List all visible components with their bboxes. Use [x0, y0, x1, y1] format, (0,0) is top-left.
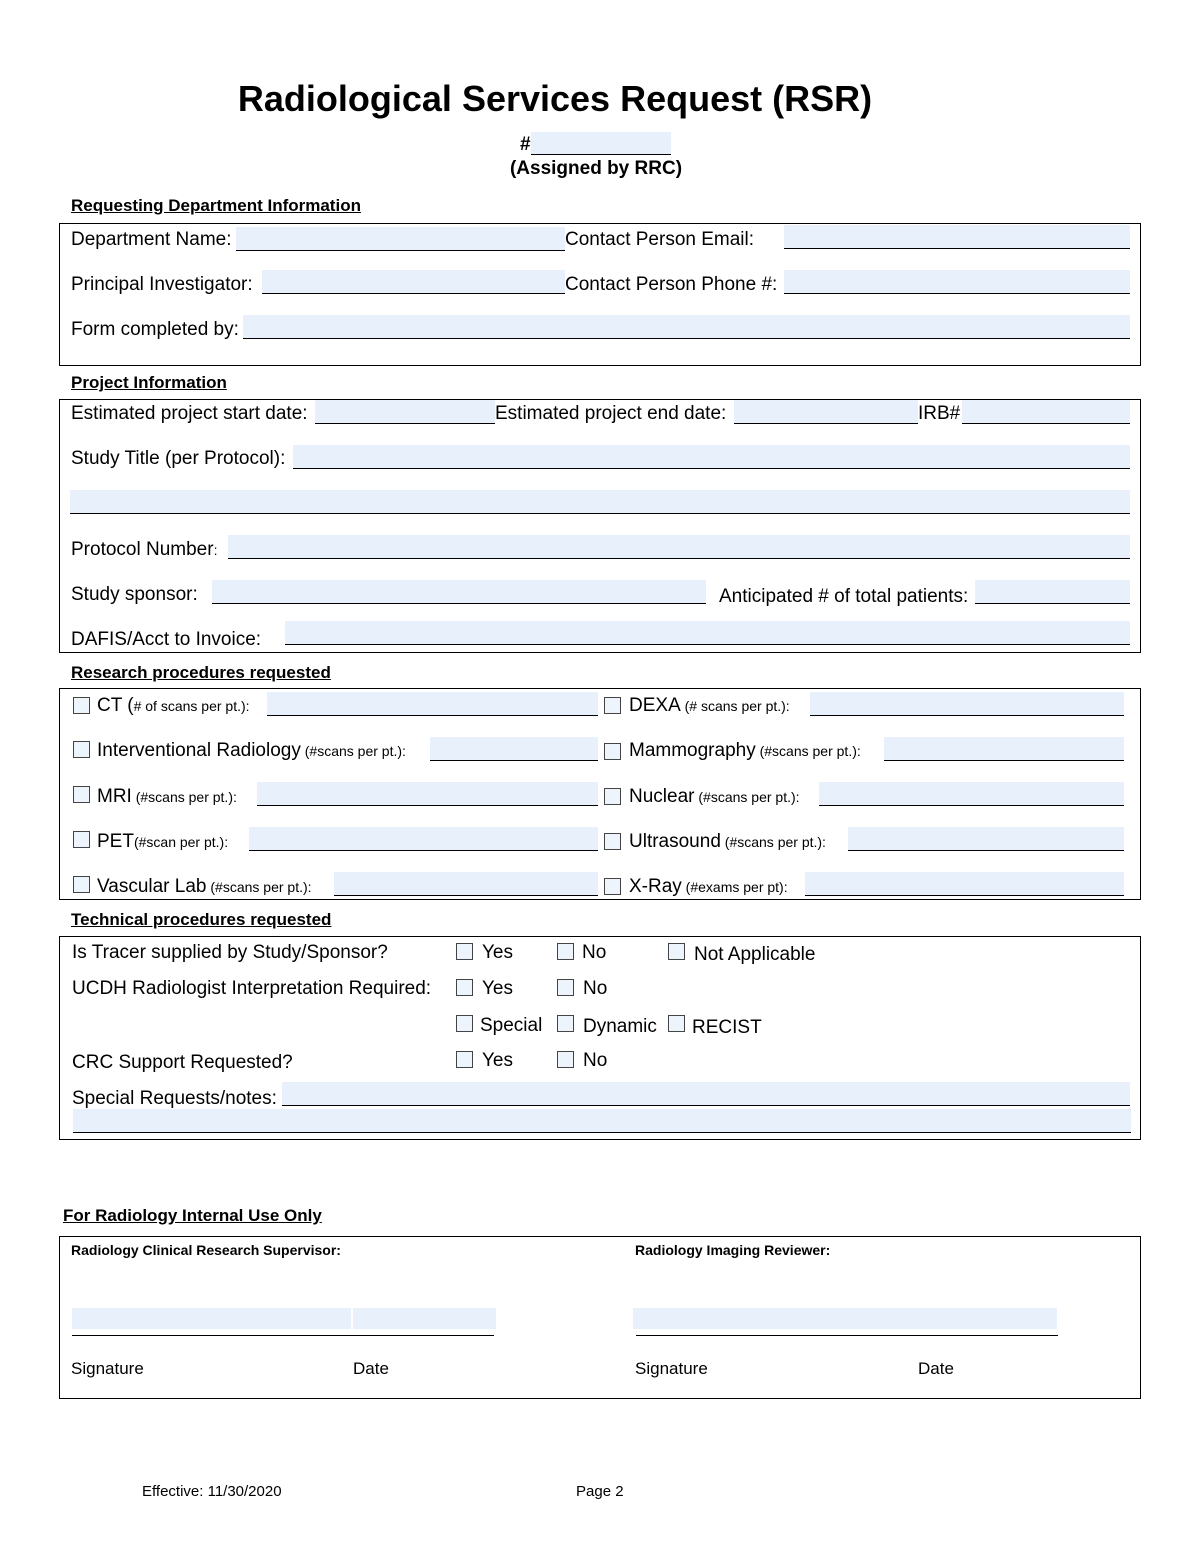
ultrasound-checkbox[interactable] [604, 833, 621, 850]
start-date-label: Estimated project start date: [71, 403, 308, 424]
protocol-number-colon: : [213, 542, 218, 558]
crc-no-checkbox[interactable] [557, 1051, 574, 1068]
reviewer-signature-caption: Signature [635, 1359, 708, 1378]
reviewer-label: Radiology Imaging Reviewer: [635, 1242, 831, 1258]
interpretation-question: UCDH Radiologist Interpretation Required: [72, 978, 432, 999]
rsr-number-prefix: # [520, 134, 531, 155]
nuclear-label [629, 786, 800, 808]
pet-field[interactable] [249, 827, 598, 851]
footer-effective: Effective: 11/30/2020 [142, 1483, 282, 1500]
interventional-radiology-name: Interventional Radiology [97, 740, 301, 761]
dynamic-checkbox[interactable] [557, 1015, 574, 1032]
x-ray-checkbox[interactable] [604, 878, 621, 895]
interventional-radiology-label [97, 740, 406, 762]
dexa-checkbox[interactable] [604, 697, 621, 714]
special-label: Special [480, 1015, 543, 1036]
nuclear-field[interactable] [819, 782, 1124, 806]
pet-name: PET [97, 831, 134, 852]
start-date-field[interactable] [315, 400, 495, 424]
mammography-label [629, 740, 861, 762]
supervisor-signature-field[interactable] [72, 1308, 351, 1329]
special-checkbox[interactable] [456, 1015, 473, 1032]
dynamic-label: Dynamic [583, 1016, 657, 1037]
tracer-no-checkbox[interactable] [557, 943, 574, 960]
pet-label [97, 831, 228, 853]
assigned-note: (Assigned by RRC) [509, 158, 683, 179]
tracer-na-label: Not Applicable [694, 944, 816, 965]
total-patients-field[interactable] [975, 580, 1130, 604]
tracer-na-checkbox[interactable] [668, 943, 685, 960]
supervisor-signature-caption: Signature [71, 1359, 144, 1378]
dexa-field[interactable] [810, 692, 1124, 716]
study-title-field-line2[interactable] [70, 490, 1130, 514]
project-box [59, 399, 1141, 653]
interventional-radiology-checkbox[interactable] [73, 741, 90, 758]
x-ray-label [629, 876, 788, 898]
nuclear-name: Nuclear [629, 786, 695, 807]
dafis-field[interactable] [285, 621, 1130, 645]
contact-email-label: Contact Person Email: [565, 229, 755, 250]
contact-phone-label: Contact Person Phone #: [565, 274, 778, 295]
mammography-field[interactable] [884, 737, 1124, 761]
mri-name: MRI [97, 786, 132, 807]
ct-field[interactable] [267, 692, 598, 716]
rsr-number-field[interactable] [531, 132, 671, 155]
project-heading: Project Information [71, 373, 227, 392]
tracer-yes-label: Yes [482, 942, 513, 963]
recist-label: RECIST [692, 1017, 762, 1038]
supervisor-date-field[interactable] [353, 1308, 496, 1329]
ultrasound-note: (#scans per pt.): [720, 834, 826, 850]
department-name-label: Department Name: [71, 229, 232, 250]
contact-phone-field[interactable] [784, 270, 1130, 294]
study-title-label: Study Title (per Protocol): [71, 448, 286, 469]
ultrasound-name: Ultrasound [629, 831, 721, 852]
sponsor-label: Study sponsor: [71, 584, 198, 605]
protocol-number-label [71, 539, 217, 561]
reviewer-signature-line [636, 1334, 1058, 1336]
supervisor-label: Radiology Clinical Research Supervisor: [71, 1242, 341, 1258]
protocol-number-text: Protocol Number [71, 539, 214, 560]
dexa-note: (# scans per pt.): [680, 698, 790, 714]
recist-checkbox[interactable] [668, 1015, 685, 1032]
footer-page: Page 2 [576, 1483, 624, 1500]
dafis-label: DAFIS/Acct to Invoice: [71, 629, 262, 650]
nuclear-checkbox[interactable] [604, 788, 621, 805]
dexa-label [629, 695, 790, 717]
sponsor-field[interactable] [212, 580, 706, 604]
mammography-checkbox[interactable] [604, 743, 621, 760]
mri-label [97, 786, 237, 808]
ct-label [97, 695, 250, 717]
interventional-radiology-field[interactable] [430, 737, 598, 761]
mri-note: (#scans per pt.): [131, 789, 237, 805]
technical-heading: Technical procedures requested [71, 910, 332, 929]
ultrasound-label [629, 831, 826, 853]
ct-name: CT ( [97, 695, 134, 716]
principal-investigator-field[interactable] [262, 270, 565, 294]
contact-email-field[interactable] [784, 225, 1130, 249]
tracer-no-label: No [582, 942, 607, 963]
vascular-lab-note: (#scans per pt.): [206, 879, 312, 895]
interpretation-yes-checkbox[interactable] [456, 979, 473, 996]
notes-field-line2[interactable] [73, 1109, 1131, 1133]
form-completed-by-label: Form completed by: [71, 319, 239, 340]
interpretation-yes-label: Yes [482, 978, 513, 999]
vascular-lab-checkbox[interactable] [73, 876, 90, 893]
mammography-note: (#scans per pt.): [755, 743, 861, 759]
ct-note: # of scans per pt.): [133, 698, 250, 714]
interpretation-no-checkbox[interactable] [557, 979, 574, 996]
ultrasound-field[interactable] [848, 827, 1124, 851]
mri-checkbox[interactable] [73, 786, 90, 803]
tracer-yes-checkbox[interactable] [456, 943, 473, 960]
ct-checkbox[interactable] [73, 697, 90, 714]
interventional-radiology-note: (#scans per pt.): [300, 743, 406, 759]
mri-field[interactable] [257, 782, 598, 806]
vascular-lab-name: Vascular Lab [97, 876, 207, 897]
irb-field[interactable] [962, 400, 1130, 424]
notes-label: Special Requests/notes: [72, 1088, 277, 1109]
research-heading: Research procedures requested [71, 663, 331, 682]
internal-heading: For Radiology Internal Use Only [63, 1206, 322, 1225]
x-ray-name: X-Ray [629, 876, 682, 897]
reviewer-date-caption: Date [918, 1359, 954, 1378]
supervisor-signature-line [72, 1334, 494, 1336]
interpretation-no-label: No [583, 978, 608, 999]
page-title: Radiological Services Request (RSR) [237, 78, 873, 119]
pet-note: (#scan per pt.): [133, 834, 229, 850]
crc-no-label: No [583, 1050, 608, 1071]
vascular-lab-label [97, 876, 312, 898]
department-name-field[interactable] [236, 227, 565, 251]
crc-yes-checkbox[interactable] [456, 1051, 473, 1068]
principal-investigator-label: Principal Investigator: [71, 274, 253, 295]
nuclear-note: (#scans per pt.): [694, 789, 800, 805]
end-date-field[interactable] [734, 400, 918, 424]
mammography-name: Mammography [629, 740, 756, 761]
pet-checkbox[interactable] [73, 831, 90, 848]
end-date-label: Estimated project end date: [495, 403, 727, 424]
form-completed-by-field[interactable] [243, 315, 1130, 339]
x-ray-note: (#exams per pt): [681, 879, 788, 895]
crc-yes-label: Yes [482, 1050, 513, 1071]
study-title-field[interactable] [293, 445, 1130, 469]
reviewer-signature-field[interactable] [633, 1308, 1057, 1329]
irb-label: IRB# [918, 403, 961, 424]
notes-field[interactable] [282, 1082, 1130, 1106]
crc-question: CRC Support Requested? [72, 1052, 293, 1073]
total-patients-label: Anticipated # of total patients: [719, 586, 969, 607]
supervisor-date-caption: Date [353, 1359, 389, 1378]
x-ray-field[interactable] [805, 872, 1124, 896]
tracer-question: Is Tracer supplied by Study/Sponsor? [72, 942, 388, 963]
vascular-lab-field[interactable] [334, 872, 598, 896]
dexa-name: DEXA [629, 695, 681, 716]
protocol-number-field[interactable] [228, 535, 1130, 559]
requesting-heading: Requesting Department Information [71, 196, 361, 215]
